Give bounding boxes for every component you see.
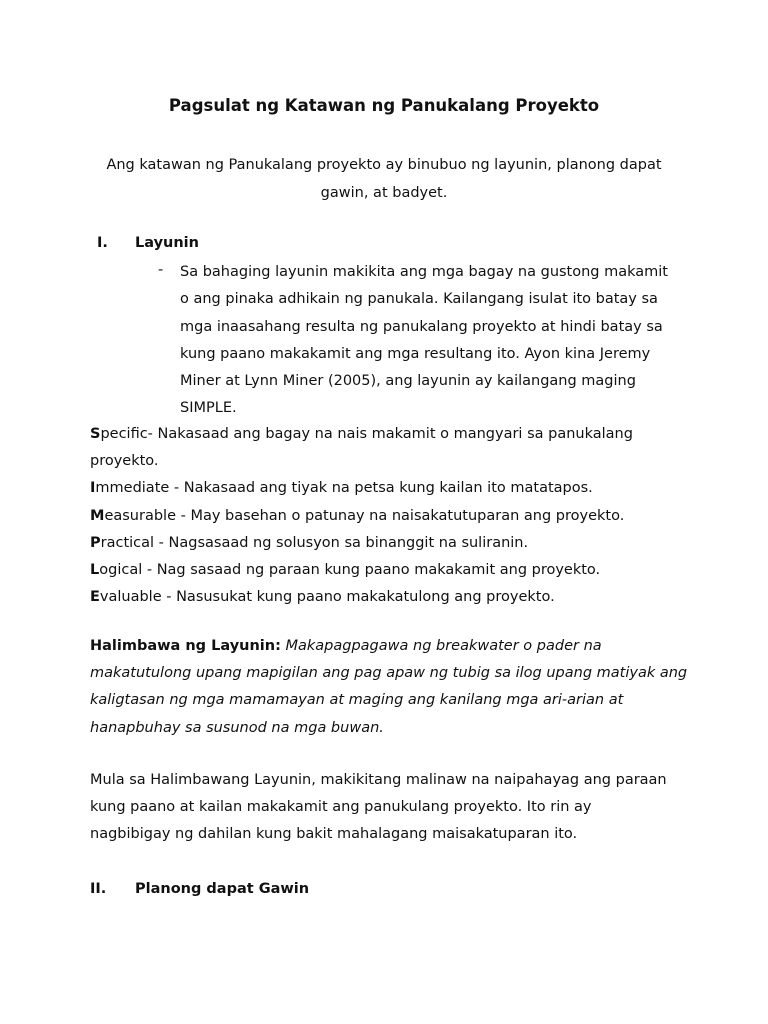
layunin-description: Sa bahaging layunin makikita ang mga bagay na gustong makamit o ang pinaka adhikain ng panukala. Kailangang isulat ito batay sa mga inaasahang resulta ng panukalang proyekto at hindi batay sa kung paano makakamit ang mga resultang ito. Ayon kina Jeremy Miner at Lynn Miner (2005), ang layunin ay kailangang maging SIMPLE. [180,264,668,417]
criterion-initial: S [90,426,101,442]
explanation-paragraph: Mula sa Halimbawang Layunin, makikitang malinaw na naipahayag ang paraan kung paano at kailan makakamit ang panukulang proyekto. Ito rin ay nagbibigay ng dahilan kung bakit mahalagang maisakatuparan ito. [90,772,667,843]
criterion-text: valuable - Nasusukat kung paano makakatulong ang proyekto. [99,589,555,606]
criterion-specific [90,421,690,475]
criterion-text: pecific- Nakasaad ang bagay na nais makamit o mangyari sa panukalang proyekto. [90,426,633,470]
criterion-text: mmediate - Nakasaad ang tiyak na petsa kung kailan ito matatapos. [95,480,593,497]
criterion-initial: E [90,589,100,606]
example-label: Halimbawa ng Layunin: [90,638,281,654]
criterion-initial: I [90,480,96,497]
criterion-practical [90,530,690,557]
document-title: Pagsulat ng Katawan ng Panukalang Proyekto [168,96,600,115]
criterion-text: ractical - Nagsasaad ng solusyon sa binanggit na suliranin. [100,534,529,551]
example-objective [90,633,690,742]
criterion-initial: P [90,534,101,551]
example-text: Makapagpagawa ng breakwater o pader na makatutulong upang mapigilan ang pag apaw ng tubig sa ilog upang matiyak ang kaligtasan ng mga mamamayan at maging ang kanilang mga ari-arian at hanapbuhay sa susunod na mga buwan. [90,638,688,736]
criterion-text: ogical - Nag sasaad ng paraan kung paano makakamit ang proyekto. [99,562,601,579]
criterion-evaluable [90,584,690,611]
criterion-logical [90,557,690,584]
criterion-immediate [90,475,690,502]
intro-paragraph: Ang katawan ng Panukalang proyekto ay binubuo ng layunin, planong dapat gawin, at badyet. [106,157,662,201]
bullet-dash: - [158,262,164,278]
criterion-measurable [90,503,690,530]
section-1-heading: Layunin [135,235,199,251]
criterion-text: easurable - May basehan o patunay na naisakatutuparan ang proyekto. [104,507,625,524]
criterion-initial: L [90,562,100,579]
criterion-initial: M [90,507,105,524]
section-1-numeral: I. [97,235,108,251]
section-2-numeral: II. [90,881,107,897]
simple-criteria-list [90,421,690,611]
section-2-heading: Planong dapat Gawin [135,881,310,897]
